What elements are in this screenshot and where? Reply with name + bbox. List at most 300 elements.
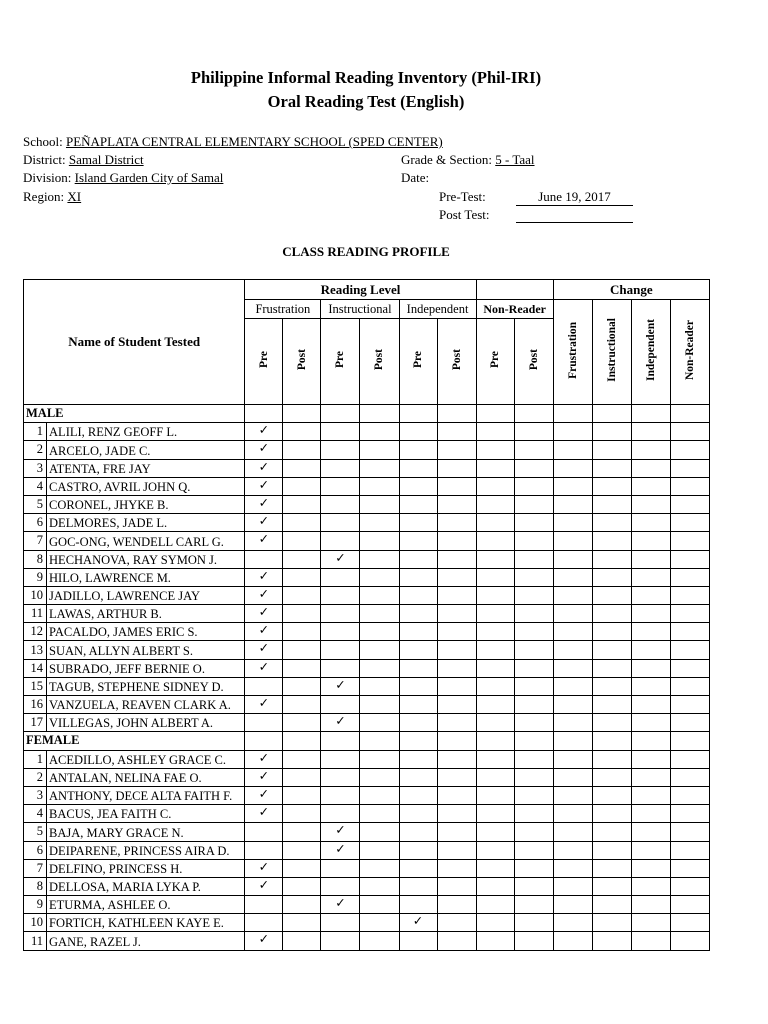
grid-cell: [670, 877, 709, 895]
grid-cell: [631, 568, 670, 586]
grid-cell: [553, 659, 592, 677]
grid-cell: [670, 423, 709, 441]
grid-cell: [360, 423, 399, 441]
grid-cell: [631, 932, 670, 950]
grid-cell: [321, 459, 360, 477]
student-number: 10: [24, 586, 47, 604]
grid-cell: [553, 605, 592, 623]
grid-cell: [476, 495, 514, 513]
grid-cell: [360, 714, 399, 732]
grid-cell: [670, 786, 709, 804]
student-number: 5: [24, 495, 47, 513]
frustration-post-cell: [283, 319, 321, 405]
grid-cell: [592, 677, 631, 695]
grid-cell: [283, 932, 321, 950]
grid-cell: [283, 605, 321, 623]
grid-cell: [321, 623, 360, 641]
grid-cell: [437, 732, 476, 750]
table-row: [24, 750, 710, 768]
grid-cell: [592, 514, 631, 532]
non-reader-post: Post: [527, 348, 540, 371]
independent-pre: Pre: [412, 350, 425, 369]
grid-cell: [514, 677, 553, 695]
table-row: [24, 859, 710, 877]
grid-cell: [283, 495, 321, 513]
grid-cell: [553, 823, 592, 841]
grid-cell: [553, 514, 592, 532]
student-number: 6: [24, 514, 47, 532]
pretest-value-wrap: [516, 189, 633, 206]
posttest-value: [516, 207, 633, 223]
grid-cell: [437, 568, 476, 586]
grid-cell: [670, 514, 709, 532]
grid-cell: [670, 441, 709, 459]
student-name: GANE, RAZEL J.: [47, 932, 245, 950]
student-number: 2: [24, 768, 47, 786]
grid-cell: [553, 459, 592, 477]
grid-cell: [592, 768, 631, 786]
grid-cell: [514, 568, 553, 586]
check-mark: ✓: [245, 532, 283, 550]
grid-cell: [631, 841, 670, 859]
grid-cell: [631, 659, 670, 677]
grid-cell: [476, 714, 514, 732]
table-row: [24, 696, 710, 714]
grid-cell: [476, 677, 514, 695]
grid-cell: [399, 732, 437, 750]
table-row: [24, 786, 710, 804]
student-number: 9: [24, 568, 47, 586]
grid-cell: [321, 877, 360, 895]
grid-cell: [360, 459, 399, 477]
grid-cell: [592, 932, 631, 950]
grid-cell: [360, 605, 399, 623]
grid-cell: [592, 732, 631, 750]
grid-cell: [476, 750, 514, 768]
grid-cell: [476, 550, 514, 568]
grid-cell: [592, 896, 631, 914]
grid-cell: [514, 841, 553, 859]
grid-cell: [360, 532, 399, 550]
grid-cell: [514, 696, 553, 714]
grid-cell: [592, 750, 631, 768]
check-mark: ✓: [245, 786, 283, 804]
grid-cell: [245, 896, 283, 914]
district-label: District:: [23, 152, 66, 167]
grid-cell: [553, 714, 592, 732]
grid-cell: [283, 914, 321, 932]
pretest-label: Pre-Test:: [439, 189, 486, 204]
grid-cell: [631, 823, 670, 841]
grid-cell: [592, 859, 631, 877]
grid-cell: [283, 441, 321, 459]
grid-cell: [514, 514, 553, 532]
grid-cell: [514, 768, 553, 786]
check-mark: ✓: [245, 423, 283, 441]
grid-cell: [283, 805, 321, 823]
grid-cell: [631, 514, 670, 532]
student-number: 11: [24, 605, 47, 623]
grid-cell: [670, 823, 709, 841]
grid-cell: [592, 441, 631, 459]
grid-cell: [476, 841, 514, 859]
student-name: ANTALAN, NELINA FAE O.: [47, 768, 245, 786]
change-non-reader: Non-Reader: [683, 319, 696, 381]
student-name: HILO, LAWRENCE M.: [47, 568, 245, 586]
student-name: DELLOSA, MARIA LYKA P.: [47, 877, 245, 895]
independent-pre-cell: [399, 319, 437, 405]
grid-cell: [399, 823, 437, 841]
check-mark: ✓: [245, 768, 283, 786]
grid-cell: [476, 514, 514, 532]
grid-cell: [553, 805, 592, 823]
grid-cell: [360, 550, 399, 568]
grid-cell: [321, 768, 360, 786]
check-mark: ✓: [245, 441, 283, 459]
student-number: 12: [24, 623, 47, 641]
grid-cell: [631, 623, 670, 641]
grid-cell: [553, 550, 592, 568]
grid-cell: [670, 623, 709, 641]
grid-cell: [360, 877, 399, 895]
grid-cell: [321, 605, 360, 623]
grid-cell: [553, 677, 592, 695]
grid-cell: [553, 841, 592, 859]
grid-cell: [283, 841, 321, 859]
grid-cell: [553, 750, 592, 768]
grid-cell: [437, 586, 476, 604]
grid-cell: [631, 477, 670, 495]
student-name: GOC-ONG, WENDELL CARL G.: [47, 532, 245, 550]
grid-cell: [592, 459, 631, 477]
check-mark: ✓: [245, 623, 283, 641]
grid-cell: [670, 405, 709, 423]
grid-cell: [670, 805, 709, 823]
grid-cell: [437, 532, 476, 550]
grid-cell: [360, 641, 399, 659]
grid-cell: [670, 896, 709, 914]
grid-cell: [476, 823, 514, 841]
grid-cell: [399, 441, 437, 459]
grid-cell: [399, 659, 437, 677]
grid-cell: [514, 786, 553, 804]
grid-cell: [360, 495, 399, 513]
grade-value: 5 - Taal: [495, 152, 535, 167]
grade-line: [401, 152, 535, 168]
instructional-pre-cell: [321, 319, 360, 405]
instructional-pre: Pre: [334, 350, 347, 369]
grid-cell: [670, 659, 709, 677]
grid-cell: [283, 532, 321, 550]
grid-cell: [399, 786, 437, 804]
student-number: 3: [24, 459, 47, 477]
grid-cell: [514, 532, 553, 550]
instructional-post: Post: [373, 348, 386, 371]
grid-cell: [476, 441, 514, 459]
grid-cell: [553, 441, 592, 459]
table-row: [24, 877, 710, 895]
posttest-label: Post Test:: [439, 207, 490, 222]
grid-cell: [360, 677, 399, 695]
grid-cell: [631, 768, 670, 786]
grid-cell: [476, 786, 514, 804]
district-value: Samal District: [68, 152, 144, 167]
table-row: [24, 623, 710, 641]
grid-cell: [399, 550, 437, 568]
grid-cell: [283, 786, 321, 804]
date-line: [401, 170, 429, 186]
student-name: ATENTA, FRE JAY: [47, 459, 245, 477]
table-row: [24, 914, 710, 932]
grid-cell: [283, 550, 321, 568]
grid-cell: [360, 932, 399, 950]
grid-cell: [360, 750, 399, 768]
grid-cell: [321, 750, 360, 768]
grid-cell: [631, 441, 670, 459]
grid-cell: [592, 805, 631, 823]
grid-cell: [631, 732, 670, 750]
table-row: [24, 459, 710, 477]
table-row: [24, 677, 710, 695]
grid-cell: [476, 659, 514, 677]
grid-cell: [592, 823, 631, 841]
grid-cell: [592, 696, 631, 714]
grid-cell: [553, 477, 592, 495]
table-row: [24, 568, 710, 586]
grid-cell: [437, 841, 476, 859]
grid-cell: [360, 786, 399, 804]
grid-cell: [670, 750, 709, 768]
student-number: 1: [24, 750, 47, 768]
grid-cell: [399, 841, 437, 859]
grid-cell: [514, 405, 553, 423]
table-row: [24, 441, 710, 459]
grid-cell: [437, 750, 476, 768]
grid-cell: [321, 495, 360, 513]
grid-cell: [514, 714, 553, 732]
grid-cell: [321, 441, 360, 459]
region-value: XI: [67, 189, 82, 204]
table-row: [24, 605, 710, 623]
check-mark: ✓: [321, 677, 360, 695]
student-number: 2: [24, 441, 47, 459]
pretest-line: [439, 189, 486, 205]
grid-cell: [514, 732, 553, 750]
grid-cell: [283, 696, 321, 714]
grid-cell: [321, 732, 360, 750]
change-instructional-cell: [592, 300, 631, 405]
name-header: Name of Student Tested: [24, 280, 245, 405]
reading-level-header: Reading Level: [245, 280, 476, 300]
level-independent: Independent: [399, 300, 476, 319]
table-row: [24, 768, 710, 786]
table-row: [24, 896, 710, 914]
grid-cell: [437, 677, 476, 695]
student-name: SUBRADO, JEFF BERNIE O.: [47, 659, 245, 677]
grid-cell: [399, 514, 437, 532]
grid-cell: [631, 714, 670, 732]
table-row: [24, 932, 710, 950]
student-number: 17: [24, 714, 47, 732]
grid-cell: [476, 532, 514, 550]
grid-cell: [592, 914, 631, 932]
grid-cell: [437, 768, 476, 786]
change-frustration: Frustration: [566, 321, 579, 379]
check-mark: ✓: [245, 877, 283, 895]
grid-cell: [553, 914, 592, 932]
grid-cell: [514, 914, 553, 932]
grid-cell: [437, 623, 476, 641]
grid-cell: [399, 896, 437, 914]
district-line: [23, 152, 144, 168]
grid-cell: [360, 768, 399, 786]
table-row: [24, 714, 710, 732]
grid-cell: [360, 841, 399, 859]
grid-cell: [631, 677, 670, 695]
check-mark: ✓: [245, 514, 283, 532]
grid-cell: [631, 459, 670, 477]
grid-cell: [321, 659, 360, 677]
grid-cell: [437, 514, 476, 532]
grid-cell: [514, 477, 553, 495]
grid-cell: [631, 405, 670, 423]
grid-cell: [437, 932, 476, 950]
grid-cell: [476, 805, 514, 823]
grid-cell: [437, 659, 476, 677]
grid-cell: [245, 405, 283, 423]
grid-cell: [670, 932, 709, 950]
independent-post: Post: [450, 348, 463, 371]
school-label: School:: [23, 134, 63, 149]
grid-cell: [360, 896, 399, 914]
grid-cell: [553, 859, 592, 877]
check-mark: ✓: [245, 495, 283, 513]
grid-cell: [553, 696, 592, 714]
grid-cell: [514, 623, 553, 641]
grid-cell: [321, 532, 360, 550]
grid-cell: [399, 477, 437, 495]
grid-cell: [476, 859, 514, 877]
table-row: [24, 550, 710, 568]
check-mark: ✓: [245, 659, 283, 677]
student-number: 3: [24, 786, 47, 804]
check-mark: ✓: [245, 641, 283, 659]
student-number: 16: [24, 696, 47, 714]
student-number: 6: [24, 841, 47, 859]
grid-cell: [592, 841, 631, 859]
student-name: ETURMA, ASHLEE O.: [47, 896, 245, 914]
grid-cell: [360, 859, 399, 877]
grid-cell: [399, 677, 437, 695]
division-value: Island Garden City of Samal: [74, 170, 224, 185]
grid-cell: [670, 532, 709, 550]
school-line: [23, 134, 443, 150]
grid-cell: [514, 859, 553, 877]
grid-cell: [631, 877, 670, 895]
level-non-reader: Non-Reader: [476, 300, 553, 319]
student-name: BACUS, JEA FAITH C.: [47, 805, 245, 823]
grid-cell: [670, 605, 709, 623]
grid-cell: [670, 477, 709, 495]
grid-cell: [399, 459, 437, 477]
grid-cell: [245, 841, 283, 859]
grid-cell: [399, 714, 437, 732]
grid-cell: [437, 696, 476, 714]
grid-cell: [399, 641, 437, 659]
grid-cell: [553, 532, 592, 550]
grid-cell: [437, 914, 476, 932]
check-mark: ✓: [245, 805, 283, 823]
grid-cell: [360, 659, 399, 677]
level-frustration: Frustration: [245, 300, 321, 319]
grid-cell: [476, 768, 514, 786]
grid-cell: [437, 896, 476, 914]
student-name: JADILLO, LAWRENCE JAY: [47, 586, 245, 604]
change-independent-cell: [631, 300, 670, 405]
grid-cell: [553, 568, 592, 586]
student-number: 5: [24, 823, 47, 841]
grid-cell: [360, 441, 399, 459]
grid-cell: [360, 805, 399, 823]
student-name: DELFINO, PRINCESS H.: [47, 859, 245, 877]
grid-cell: [514, 495, 553, 513]
grid-cell: [437, 641, 476, 659]
grid-cell: [514, 823, 553, 841]
grid-cell: [553, 877, 592, 895]
grid-cell: [283, 641, 321, 659]
grid-cell: [399, 750, 437, 768]
grid-cell: [437, 550, 476, 568]
grid-cell: [283, 677, 321, 695]
grid-cell: [514, 932, 553, 950]
student-name: DELMORES, JADE L.: [47, 514, 245, 532]
student-name: TAGUB, STEPHENE SIDNEY D.: [47, 677, 245, 695]
independent-post-cell: [437, 319, 476, 405]
table-row: [24, 805, 710, 823]
grade-label: Grade & Section:: [401, 152, 492, 167]
grid-cell: [437, 441, 476, 459]
grid-cell: [514, 896, 553, 914]
table-row: [24, 514, 710, 532]
frustration-post: Post: [295, 348, 308, 371]
grid-cell: [399, 696, 437, 714]
grid-cell: [592, 605, 631, 623]
section-row: [24, 405, 710, 423]
student-name: BAJA, MARY GRACE N.: [47, 823, 245, 841]
reading-level-header-spacer: [476, 280, 553, 300]
grid-cell: [553, 495, 592, 513]
grid-cell: [553, 405, 592, 423]
grid-cell: [670, 714, 709, 732]
grid-cell: [514, 805, 553, 823]
grid-cell: [670, 586, 709, 604]
grid-cell: [631, 696, 670, 714]
table-row: [24, 477, 710, 495]
grid-cell: [283, 714, 321, 732]
grid-cell: [476, 605, 514, 623]
grid-cell: [437, 605, 476, 623]
table-row: [24, 841, 710, 859]
student-number: 7: [24, 859, 47, 877]
grid-cell: [514, 423, 553, 441]
grid-cell: [514, 550, 553, 568]
grid-cell: [592, 714, 631, 732]
grid-cell: [592, 641, 631, 659]
grid-cell: [631, 641, 670, 659]
student-name: DEIPARENE, PRINCESS AIRA D.: [47, 841, 245, 859]
grid-cell: [321, 696, 360, 714]
posttest-value-wrap: [516, 207, 633, 227]
